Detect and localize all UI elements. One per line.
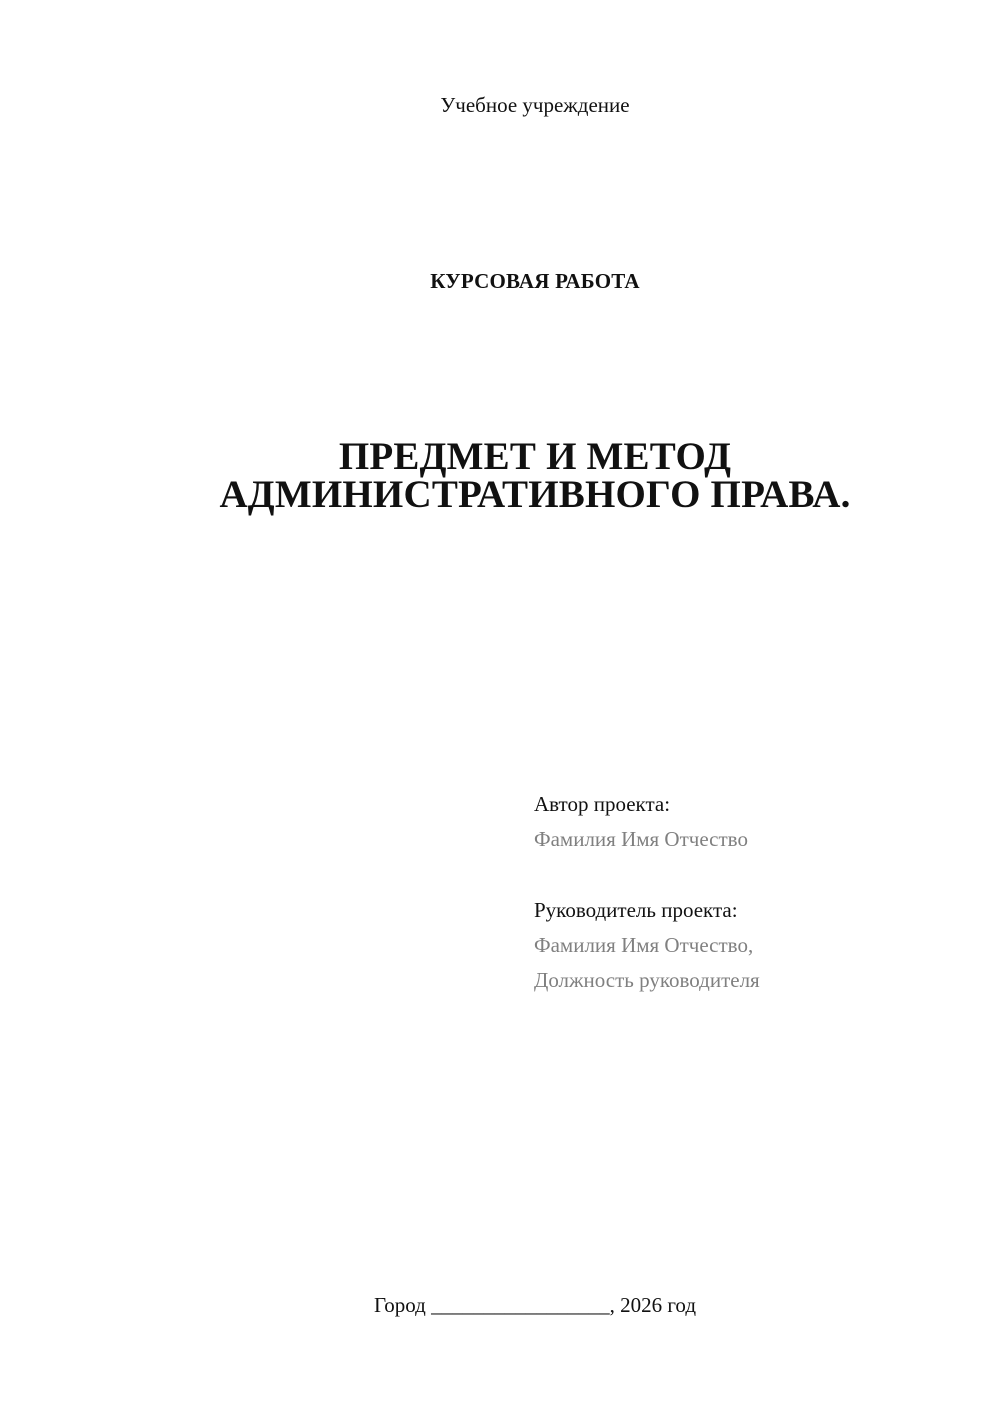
document-title — [0, 435, 1000, 516]
supervisor-position: Должность руководителя — [534, 968, 760, 992]
author-label: Автор проекта: — [534, 792, 671, 816]
credits-spacer — [534, 857, 760, 893]
supervisor-name: Фамилия Имя Отчество, — [534, 933, 754, 957]
institution-name: Учебное учреждение — [440, 93, 630, 117]
title-line-2: АДМИНИСТРАТИВНОГО ПРАВА. — [219, 473, 851, 516]
supervisor-label: Руководитель проекта: — [534, 898, 738, 922]
author-name: Фамилия Имя Отчество — [534, 827, 748, 851]
title-line-1: ПРЕДМЕТ И МЕТОД — [338, 435, 732, 478]
credits-block — [534, 787, 760, 998]
city-year-line: Город _________________, 2026 год — [373, 1293, 697, 1317]
work-type-heading: КУРСОВАЯ РАБОТА — [430, 269, 640, 293]
